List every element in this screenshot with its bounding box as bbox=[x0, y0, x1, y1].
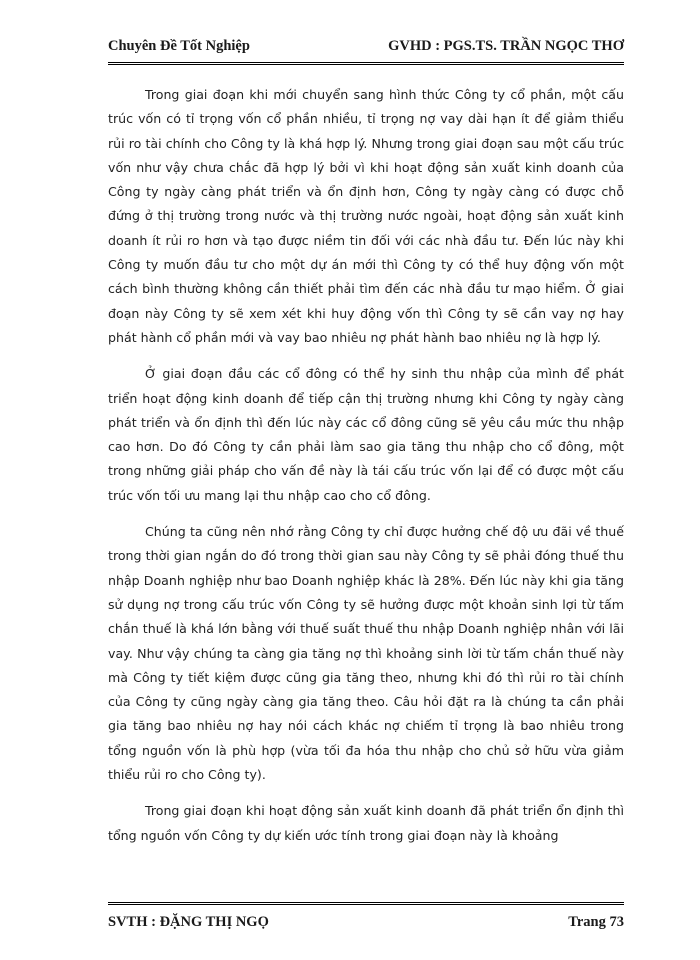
footer-divider bbox=[108, 902, 624, 905]
header-divider bbox=[108, 62, 624, 65]
header-advisor: GVHD : PGS.TS. TRẦN NGỌC THƠ bbox=[388, 38, 624, 54]
document-body bbox=[108, 83, 624, 848]
page-footer bbox=[108, 914, 624, 931]
paragraph-1: Trong giai đoạn khi mới chuyển sang hình thức Công ty cổ phần, một cấu trúc vốn có tỉ trọng vốn cổ phần nhiều, tỉ trọng nợ vay dài hạn ít để giảm thiểu rủi ro tài chính cho Công ty là khá hợp lý. Nhưng trong giai đoạn sau một cấu trúc vốn như vậy chưa chắc đã hợp lý bởi vì khi hoạt động sản xuất kinh doanh của Công ty ngày càng phát triển và ổn định hơn, Công ty ngày càng có được chỗ đứng ở thị trường trong nước và thị trường nước ngoài, hoạt động sản xuất kinh doanh ít rủi ro hơn và tạo được niềm tin đối với các nhà đầu tư. Đến lúc này khi Công ty muốn đầu tư cho một dự án mới thì Công ty có thể huy động vốn một cách bình thường không cần thiết phải tìm đến các nhà đầu tư mạo hiểm. Ở giai đoạn này Công ty sẽ xem xét khi huy động vốn thì Công ty sẽ cần vay nợ hay phát hành cổ phần mới và vay bao nhiêu nợ phát hành bao nhiêu nợ là hợp lý. bbox=[108, 87, 624, 345]
header-title: Chuyên Đề Tốt Nghiệp bbox=[108, 38, 250, 54]
paragraph-2: Ở giai đoạn đầu các cổ đông có thể hy sinh thu nhập của mình để phát triển hoạt động kinh doanh để tiếp cận thị trường nhưng khi Công ty ngày càng phát triển và ổn định thì đến lúc này các cổ đông cũng sẽ yêu cầu mức thu nhập cao hơn. Do đó Công ty cần phải làm sao gia tăng thu nhập cho cổ đông, một trong những giải pháp cho vấn đề này là tái cấu trúc vốn lại để có được một cấu trúc vốn tối ưu mang lại thu nhập cao cho cổ đông. bbox=[108, 366, 624, 503]
page-header bbox=[108, 38, 624, 55]
paragraph-4: Trong giai đoạn khi hoạt động sản xuất kinh doanh đã phát triển ổn định thì tổng nguồn vốn Công ty dự kiến ước tính trong giai đoạn này là khoảng bbox=[108, 803, 624, 843]
footer-author: SVTH : ĐẶNG THỊ NGỌ bbox=[108, 914, 269, 930]
paragraph-3: Chúng ta cũng nên nhớ rằng Công ty chỉ được hưởng chế độ ưu đãi về thuế trong thời gian ngắn do đó trong thời gian sau này Công ty sẽ phải đóng thuế thu nhập Doanh nghiệp như bao Doanh nghiệp khác là 28%. Đến lúc này khi gia tăng sử dụng nợ trong cấu trúc vốn Công ty sẽ hưởng được một khoản sinh lợi từ tấm chắn thuế là khá lớn bằng với thuế suất thuế thu nhập Doanh nghiệp nhân với lãi vay. Như vậy chúng ta càng gia tăng nợ thì khoảng sinh lời từ tấm chắn thuế này mà Công ty tiết kiệm được cũng gia tăng theo, nhưng khi đó thì rủi ro tài chính của Công ty cũng ngày càng gia tăng theo. Câu hỏi đặt ra là chúng ta cần phải gia tăng bao nhiêu nợ hay nói cách khác nợ chiếm tỉ trọng là bao nhiêu trong tổng nguồn vốn là phù hợp (vừa tối đa hóa thu nhập cho chủ sở hữu vừa giảm thiểu rủi ro cho Công ty). bbox=[108, 524, 624, 783]
page-number: Trang 73 bbox=[568, 914, 624, 930]
